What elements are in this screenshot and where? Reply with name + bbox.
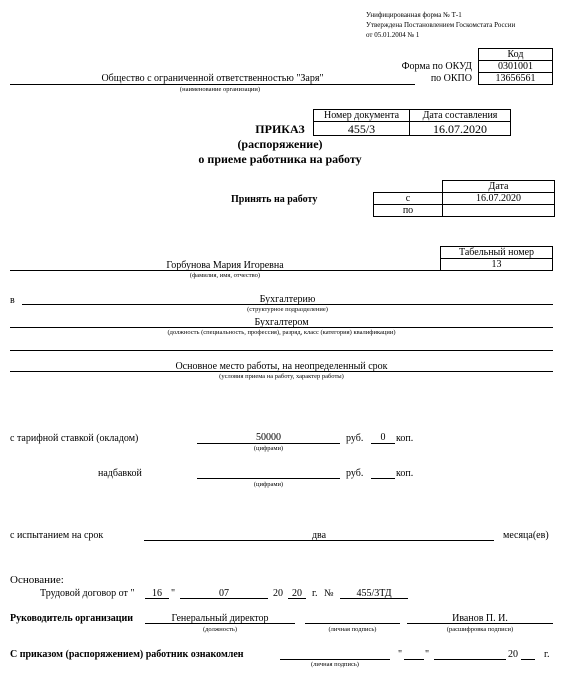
probation-value: два <box>311 530 327 541</box>
job-title: Бухгалтером <box>254 317 309 328</box>
contract-day-line <box>145 598 169 599</box>
contract-number-line <box>340 598 408 599</box>
hire-to-date <box>442 204 555 217</box>
doc-subtitle: (распоряжение) <box>237 137 323 151</box>
head-label: Руководитель организации <box>10 613 134 624</box>
rate-kop-value: 0 <box>380 432 386 443</box>
probation-label: с испытанием на срок <box>10 530 104 541</box>
bonus-kop-line <box>371 478 395 479</box>
hire-date-header: Дата <box>442 180 555 193</box>
employee-name-line <box>10 270 440 271</box>
ack-year-prefix: 20 <box>508 649 518 660</box>
okpo-value: 13656561 <box>478 72 553 85</box>
hire-from-label: с <box>373 192 443 205</box>
department-line <box>22 304 553 305</box>
okpo-label: по ОКПО <box>430 73 472 84</box>
form-line-3: от 05.01.2004 № 1 <box>366 31 420 39</box>
organization-line <box>10 84 415 85</box>
job-line <box>10 327 553 328</box>
bonus-rub-label: руб. <box>346 468 364 479</box>
department: Бухгалтерию <box>259 294 316 305</box>
ack-quote-open: " <box>398 649 403 660</box>
bonus-digits-caption: (цифрами) <box>253 481 284 488</box>
okud-label: Форма по ОКУД <box>401 61 472 72</box>
head-name: Иванов П. И. <box>452 613 508 624</box>
tab-number: 13 <box>440 258 553 271</box>
head-position-line <box>145 623 295 624</box>
doc-number: 455/3 <box>313 121 410 136</box>
ack-quote-close: " <box>425 649 430 660</box>
rate-label: с тарифной ставкой (окладом) <box>10 433 139 444</box>
rate-line <box>197 443 340 444</box>
rate-value: 50000 <box>256 432 281 443</box>
head-signature-line <box>305 623 400 624</box>
in-label: в <box>10 295 15 306</box>
rate-kop-label: коп. <box>396 433 414 444</box>
contract-month-line <box>180 598 268 599</box>
form-line-2: Утверждена Постановлением Госкомстата России <box>366 21 516 29</box>
work-conditions: Основное место работы, на неопределенный срок <box>175 361 388 372</box>
contract-year: 20 <box>292 588 302 599</box>
employee-name: Горбунова Мария Игоревна <box>166 260 284 271</box>
head-name-caption: (расшифровка подписи) <box>446 626 514 633</box>
ack-signature-caption: (личная подпись) <box>311 661 359 668</box>
head-signature-caption: (личная подпись) <box>328 626 377 633</box>
ack-year-suffix: г. <box>544 649 550 660</box>
rate-kop-line <box>371 443 395 444</box>
probation-line <box>144 540 494 541</box>
contract-quote-close: " <box>171 588 176 599</box>
organization-caption: (наименование организации) <box>179 86 261 93</box>
form-line-1: Унифицированная форма № Т-1 <box>366 11 462 19</box>
rate-rub-label: руб. <box>346 433 364 444</box>
tab-number-header: Табельный номер <box>440 246 553 259</box>
ack-label: С приказом (распоряжением) работник ознакомлен <box>10 649 244 660</box>
contract-day: 16 <box>152 588 162 599</box>
rate-digits-caption: (цифрами) <box>253 445 284 452</box>
contract-month: 07 <box>219 588 229 599</box>
bonus-kop-label: коп. <box>396 468 414 479</box>
contract-number: 455/3ТД <box>356 588 392 599</box>
contract-year-suffix: г. <box>312 588 318 599</box>
bonus-label: надбавкой <box>98 468 142 479</box>
contract-num-label: № <box>324 588 334 599</box>
job-caption: (должность (специальность, профессия), разряд, класс (категория) квалификации) <box>167 329 396 336</box>
ack-year-line <box>521 659 535 660</box>
conditions-caption: (условия приема на работу, характер работы) <box>219 373 344 380</box>
hire-label: Принять на работу <box>231 194 318 205</box>
doc-date-header: Дата составления <box>409 109 511 122</box>
hire-from-date: 16.07.2020 <box>442 192 555 205</box>
contract-year-line <box>288 598 306 599</box>
department-caption: (структурное подразделение) <box>247 306 328 313</box>
doc-title: ПРИКАЗ <box>255 122 305 136</box>
contract-year-prefix: 20 <box>273 588 283 599</box>
okud-value: 0301001 <box>478 60 553 73</box>
hire-to-label: по <box>373 204 443 217</box>
doc-purpose: о приеме работника на работу <box>198 152 362 166</box>
bonus-line <box>197 478 340 479</box>
code-header: Код <box>478 48 553 61</box>
contract-label: Трудовой договор от " <box>40 588 135 599</box>
doc-date: 16.07.2020 <box>409 121 511 136</box>
employee-name-caption: (фамилия, имя, отчество) <box>189 272 261 279</box>
doc-number-header: Номер документа <box>313 109 410 122</box>
head-position-caption: (должность) <box>202 626 238 633</box>
probation-unit: месяца(ев) <box>503 530 549 541</box>
head-name-line <box>407 623 553 624</box>
job-line-2 <box>10 350 553 351</box>
ack-day-line <box>404 659 424 660</box>
conditions-line <box>10 371 553 372</box>
ack-month-line <box>434 659 506 660</box>
organization-name: Общество с ограниченной ответственностью "Заря" <box>101 73 324 84</box>
basis-label: Основание: <box>10 574 64 586</box>
ack-signature-line <box>280 659 390 660</box>
head-position: Генеральный директор <box>171 613 269 624</box>
